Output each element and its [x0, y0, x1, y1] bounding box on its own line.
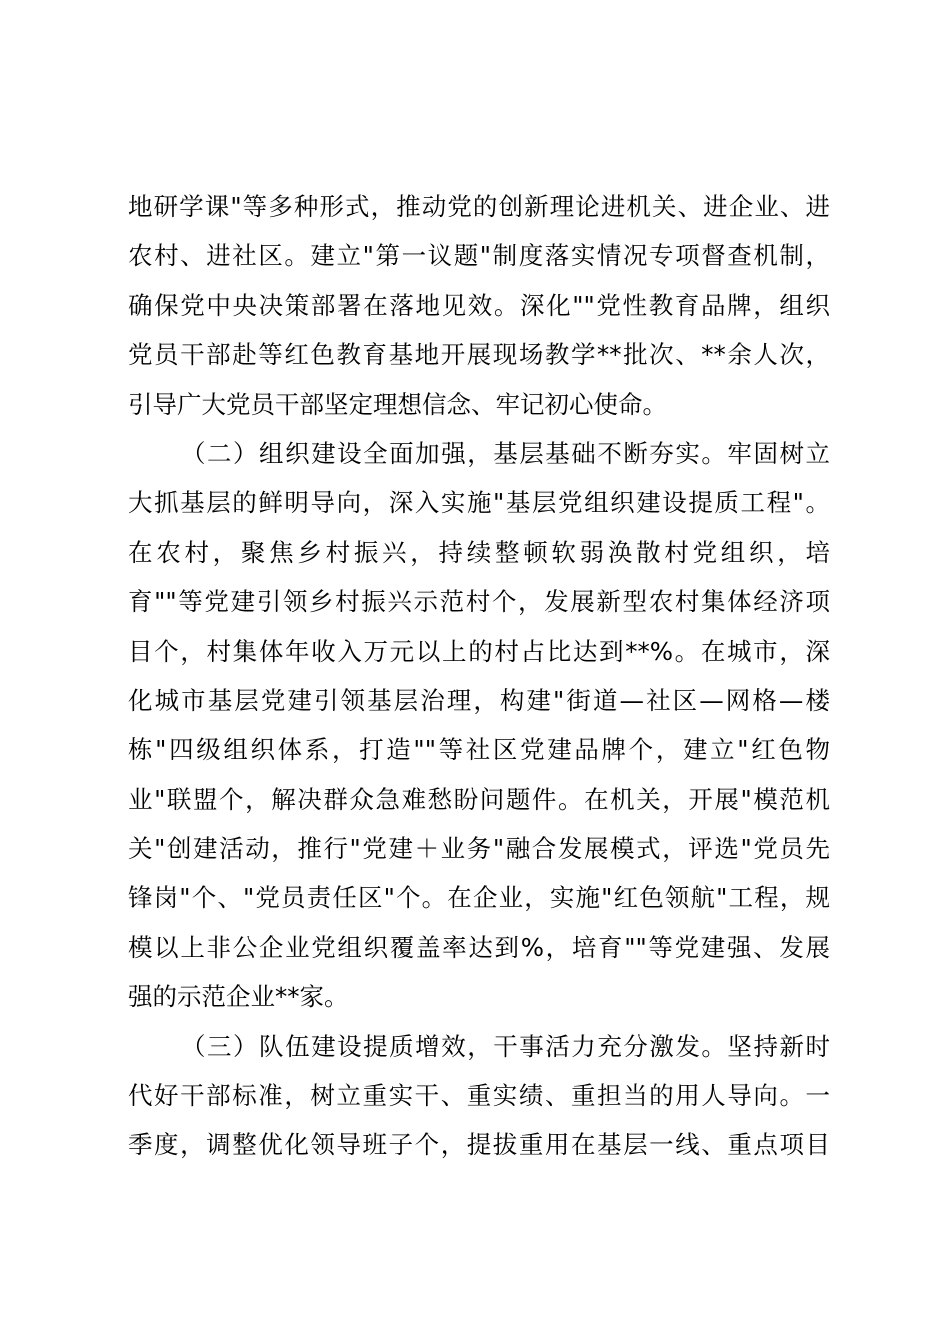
text-line: （二）组织建设全面加强，基层基础不断夯实。牢固树立	[181, 438, 830, 468]
text-line: 在农村，聚焦乡村振兴，持续整顿软弱涣散村党组织，培	[128, 537, 830, 567]
text-line: 关"创建活动，推行"党建＋业务"融合发展模式，评选"党员先	[128, 834, 830, 864]
text-line: 大抓基层的鲜明导向，深入实施"基层党组织建设提质工程"。	[128, 488, 830, 518]
text-line: 模以上非公企业党组织覆盖率达到%，培育""等党建强、发展	[128, 932, 830, 962]
text-line: 业"联盟个，解决群众急难愁盼问题件。在机关，开展"模范机	[128, 784, 830, 814]
text-line: 栋"四级组织体系，打造""等社区党建品牌个，建立"红色物	[128, 735, 830, 765]
text-line: 目个，村集体年收入万元以上的村占比达到**%。在城市，深	[128, 636, 830, 666]
text-line: 引导广大党员干部坚定理想信念、牢记初心使命。	[128, 389, 667, 419]
text-line: 代好干部标准，树立重实干、重实绩、重担当的用人导向。一	[128, 1081, 830, 1111]
text-line: 锋岗"个、"党员责任区"个。在企业，实施"红色领航"工程，规	[128, 883, 830, 913]
paragraph-team-building	[128, 1022, 830, 1170]
text-line: 地研学课"等多种形式，推动党的创新理论进机关、进企业、进	[128, 192, 830, 221]
text-line: 育""等党建引领乡村振兴示范村个，发展新型农村集体经济项	[128, 587, 830, 617]
text-line: 强的示范企业**家。	[128, 982, 349, 1012]
text-line: 化城市基层党建引领基层治理，构建"街道—社区—网格—楼	[128, 685, 830, 715]
paragraph-organization-building	[128, 429, 830, 1022]
text-line: 党员干部赴等红色教育基地开展现场教学**批次、**余人次，	[128, 340, 830, 370]
paragraph-theory-study	[128, 182, 830, 429]
text-line: 季度，调整优化领导班子个，提拔重用在基层一线、重点项目	[128, 1130, 830, 1160]
text-line: 农村、进社区。建立"第一议题"制度落实情况专项督查机制，	[128, 241, 830, 271]
body-text	[128, 182, 830, 1170]
text-line: （三）队伍建设提质增效，干事活力充分激发。坚持新时	[181, 1031, 830, 1061]
text-line: 确保党中央决策部署在落地见效。深化""党性教育品牌，组织	[128, 290, 830, 320]
